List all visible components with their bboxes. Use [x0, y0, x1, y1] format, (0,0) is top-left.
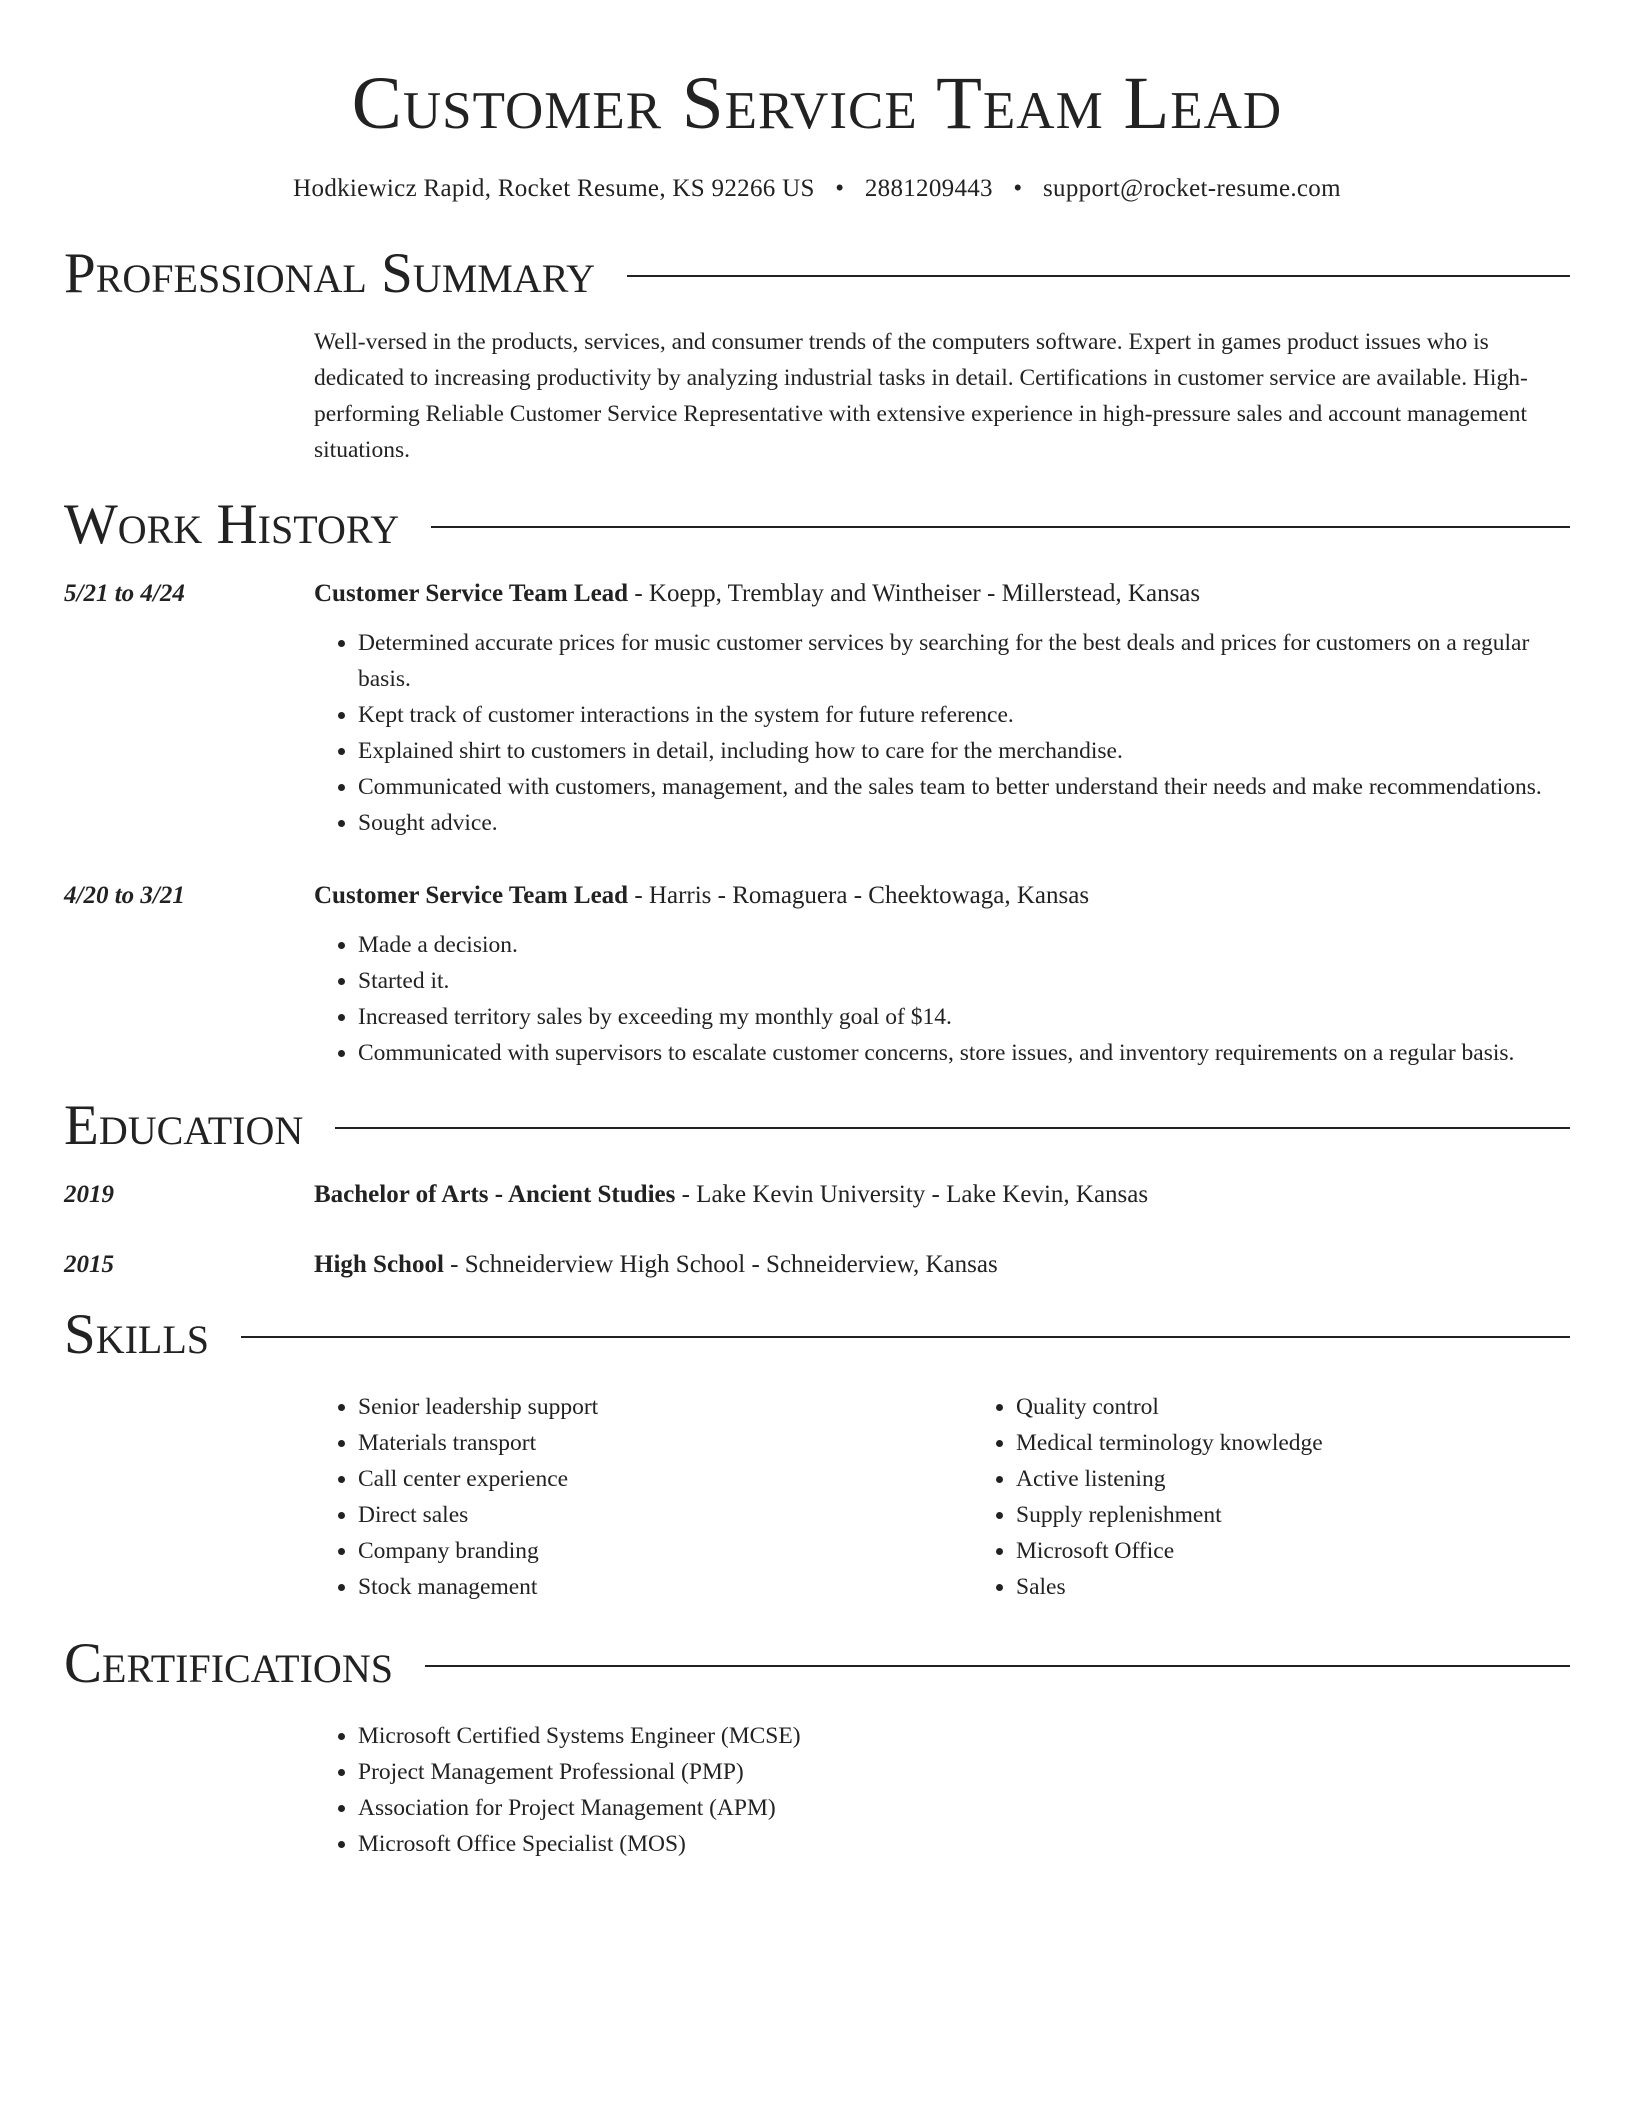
education-degree: Bachelor of Arts - Ancient Studies	[314, 1181, 676, 1208]
education-entry	[64, 1248, 1570, 1282]
education-heading	[314, 1248, 1570, 1282]
contact-separator: •	[1013, 175, 1023, 202]
section-divider	[431, 526, 1570, 528]
education-section-header	[64, 1094, 1570, 1157]
list-item: • Communicated with customers, management, and the sales team to better understand their needs and make recommendations.	[358, 769, 1570, 805]
list-item: • Medical terminology knowledge	[1016, 1425, 1630, 1461]
job-bullets	[314, 625, 1570, 841]
work-section-title: Work History	[64, 493, 400, 556]
job-dates: 5/21 to 4/24	[64, 580, 185, 607]
education-entry	[64, 1178, 1570, 1212]
list-item: • Communicated with supervisors to escalate customer concerns, store issues, and inventory requirements on a regular basis.	[358, 1035, 1570, 1071]
summary-text: Well-versed in the products, services, and consumer trends of the computers software. Expert in games product issues who is dedicated to increasing productivity by analyzing industrial tasks in detail. Certifications in customer service are available. High-performing Reliable Customer Service Representative with extensive experience in high-pressure sales and account management situations.	[314, 329, 1528, 463]
list-item: • Stock management	[358, 1569, 972, 1605]
job-entry	[64, 879, 1570, 1071]
summary-section-title: Professional Summary	[64, 242, 596, 305]
summary-row	[64, 302, 1570, 468]
list-item: • Association for Project Management (APM)	[358, 1790, 1570, 1826]
list-item: • Microsoft Certified Systems Engineer (MCSE)	[358, 1718, 1570, 1754]
section-divider	[335, 1127, 1570, 1129]
certifications-section-title: Certifications	[64, 1632, 393, 1695]
education-details: - Schneiderview High School - Schneiderview, Kansas	[443, 1251, 998, 1278]
list-item: • Kept track of customer interactions in the system for future reference.	[358, 697, 1570, 733]
job-entry	[64, 577, 1570, 841]
certifications-section-header	[64, 1632, 1570, 1695]
list-item: • Increased territory sales by exceeding my monthly goal of $14.	[358, 999, 1570, 1035]
list-item: • Senior leadership support	[358, 1389, 972, 1425]
list-item: • Call center experience	[358, 1461, 972, 1497]
list-item: • Project Management Professional (PMP)	[358, 1754, 1570, 1790]
list-item: • Active listening	[1016, 1461, 1630, 1497]
list-item: • Started it.	[358, 963, 1570, 999]
education-year: 2019	[64, 1181, 114, 1208]
skills-list-left	[314, 1389, 972, 1605]
job-heading	[314, 879, 1570, 913]
job-bullets	[314, 927, 1570, 1071]
contact-email: support@rocket-resume.com	[1043, 175, 1341, 202]
skills-row	[64, 1363, 1570, 1605]
work-section-header	[64, 493, 1570, 556]
section-divider	[425, 1665, 1570, 1667]
job-position: Customer Service Team Lead	[314, 580, 629, 607]
contact-line	[64, 175, 1570, 203]
job-details: - Harris - Romaguera - Cheektowaga, Kansas	[628, 882, 1090, 909]
list-item: • Company branding	[358, 1533, 972, 1569]
skills-section-header	[64, 1303, 1570, 1366]
skills-list-right	[972, 1389, 1630, 1605]
resume-name: Customer Service Team Lead	[351, 62, 1283, 145]
list-item: • Made a decision.	[358, 927, 1570, 963]
education-year: 2015	[64, 1251, 114, 1278]
contact-separator: •	[835, 175, 845, 202]
job-heading	[314, 577, 1570, 611]
education-details: - Lake Kevin University - Lake Kevin, Kansas	[675, 1181, 1149, 1208]
list-item: • Microsoft Office Specialist (MOS)	[358, 1826, 1570, 1862]
list-item: • Materials transport	[358, 1425, 972, 1461]
contact-phone: 2881209443	[864, 175, 993, 202]
section-divider	[627, 275, 1570, 277]
job-details: - Koepp, Tremblay and Wintheiser - Millerstead, Kansas	[628, 580, 1201, 607]
list-item: • Sought advice.	[358, 805, 1570, 841]
summary-section-header	[64, 242, 1570, 305]
contact-address: Hodkiewicz Rapid, Rocket Resume, KS 92266 US	[293, 175, 815, 202]
certifications-list	[314, 1718, 1570, 1862]
education-degree: High School	[314, 1251, 444, 1278]
job-position: Customer Service Team Lead	[314, 882, 629, 909]
list-item: • Microsoft Office	[1016, 1533, 1630, 1569]
job-dates: 4/20 to 3/21	[64, 882, 185, 909]
skills-grid	[314, 1389, 1630, 1605]
education-section-title: Education	[64, 1094, 304, 1157]
education-heading	[314, 1178, 1570, 1212]
list-item: • Direct sales	[358, 1497, 972, 1533]
list-item: • Quality control	[1016, 1389, 1630, 1425]
skills-section-title: Skills	[64, 1303, 210, 1366]
list-item: • Determined accurate prices for music customer services by searching for the best deals and prices for customers on a regular basis.	[358, 625, 1570, 697]
section-divider	[241, 1336, 1570, 1338]
certifications-row	[64, 1692, 1570, 1862]
list-item: • Explained shirt to customers in detail, including how to care for the merchandise.	[358, 733, 1570, 769]
list-item: • Supply replenishment	[1016, 1497, 1630, 1533]
list-item: • Sales	[1016, 1569, 1630, 1605]
